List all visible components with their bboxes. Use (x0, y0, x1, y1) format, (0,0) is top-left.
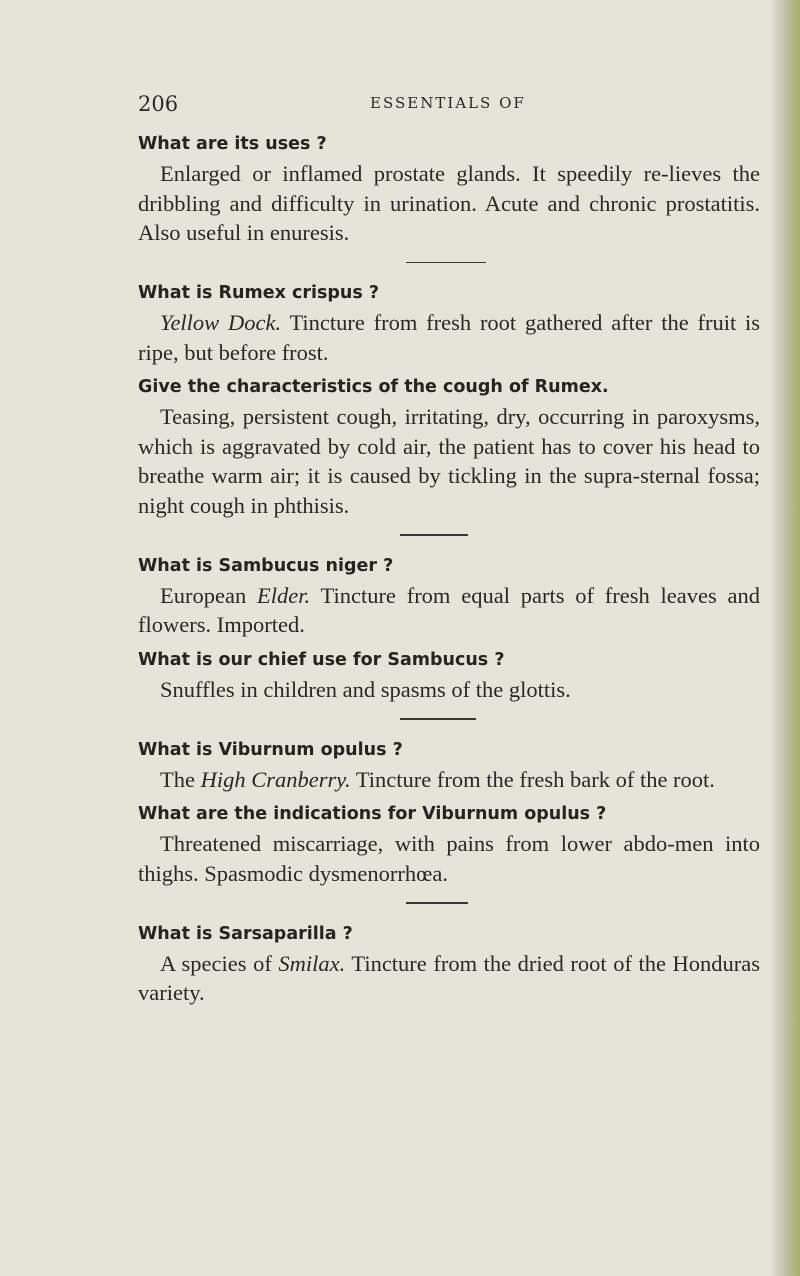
question: Give the characteristics of the cough of Rumex. (138, 377, 609, 397)
qa-entry (138, 736, 760, 795)
section-divider (400, 534, 468, 536)
answer-text: Tincture from the fresh bark of the root. (350, 766, 715, 792)
question: What is Rumex crispus ? (138, 283, 380, 303)
qa-entry (138, 646, 760, 705)
qa-entry (138, 800, 760, 888)
qa-entry (138, 373, 760, 520)
answer: Enlarged or inflamed prostate glands. It speedily re-lieves the dribbling and difficulty in urination. Acute and chronic prostatitis. Also useful in enuresis. (138, 161, 760, 245)
question: What is Sarsaparilla ? (138, 923, 353, 944)
answer-prefix: European (160, 582, 257, 608)
page-edge (770, 0, 800, 1276)
answer (138, 581, 760, 640)
running-title: ESSENTIALS OF (370, 94, 526, 112)
answer-emphasis: Smilax. (278, 950, 346, 976)
answer-prefix: A species of (160, 950, 279, 976)
answer: Threatened miscarriage, with pains from lower abdo-men into thighs. Spasmodic dysmenorrhœa. (138, 831, 760, 886)
question: What is our chief use for Sambucus ? (138, 649, 505, 670)
answer-emphasis: Elder. (257, 582, 311, 608)
section-divider (406, 902, 468, 904)
answer (138, 765, 760, 795)
qa-entry (138, 279, 760, 367)
page-content (138, 130, 760, 1014)
page-number: 206 (138, 92, 179, 116)
answer (138, 308, 760, 367)
section-divider (400, 718, 476, 720)
answer-text: Tincture from equal parts of fresh leaves and flowers. Imported. (138, 582, 760, 637)
qa-entry (138, 552, 760, 640)
section-divider (406, 262, 486, 264)
answer: Snuffles in children and spasms of the glottis. (160, 676, 571, 702)
qa-entry (138, 920, 760, 1008)
answer-text: Tincture from the dried root of the Honduras variety. (138, 950, 760, 1005)
question: What is Sambucus niger ? (138, 555, 394, 576)
answer-emphasis: High Cranberry. (200, 766, 351, 792)
answer-text: Tincture from fresh root gathered after the fruit is ripe, but before frost. (138, 310, 760, 365)
qa-entry (138, 130, 760, 248)
question: What is Viburnum opulus ? (138, 739, 403, 760)
running-head (138, 92, 748, 116)
answer-emphasis: Yellow Dock. (160, 310, 282, 335)
answer-prefix: The (160, 766, 201, 792)
answer: Teasing, persistent cough, irritating, dry, occurring in paroxysms, which is aggravated by cold air, the patient has to cover his head to breathe warm air; it is caused by tickling in the supra-sternal fossa; night cough in phthisis. (138, 404, 760, 518)
question: What are the indications for Viburnum opulus ? (138, 804, 607, 824)
answer (138, 949, 760, 1008)
question: What are its uses ? (138, 134, 327, 154)
